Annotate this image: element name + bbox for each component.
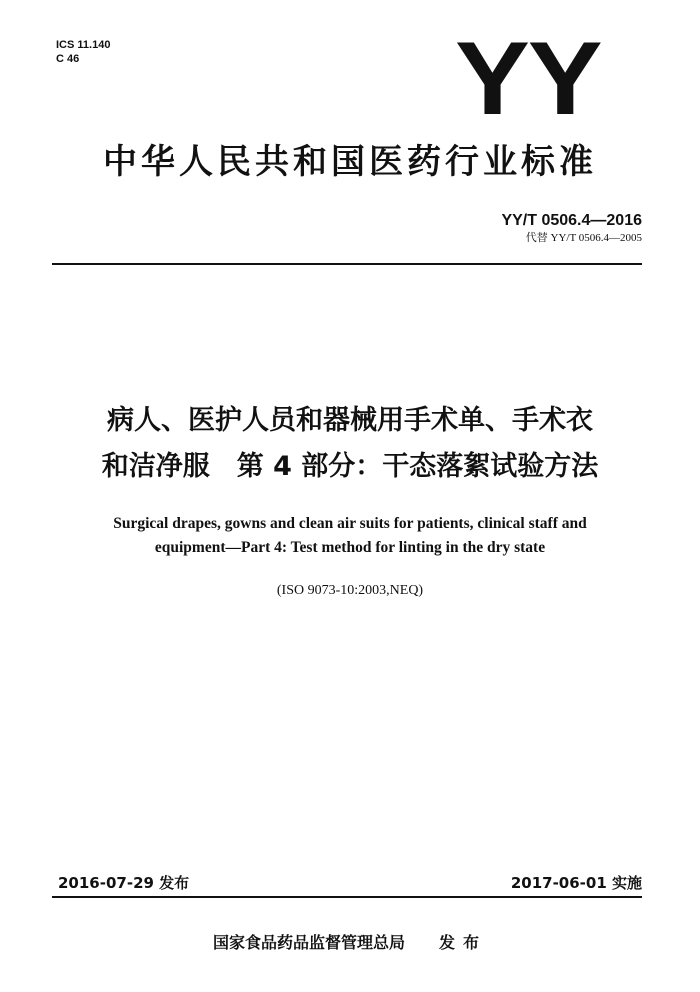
ics-code: ICS 11.140: [56, 39, 111, 51]
issuing-authority: [0, 932, 700, 954]
classification-codes: [56, 38, 110, 66]
issue-date: 2016-07-29 发布: [58, 874, 190, 892]
english-title-line-1: Surgical drapes, gowns and clean air suits for patients, clinical staff and: [113, 515, 587, 532]
chinese-title-line-1: 病人、医护人员和器械用手术单、手术衣: [107, 405, 593, 436]
issuer-name: 国家食品药品监督管理总局: [212, 933, 405, 952]
standard-number: YY/T 0506.4—2016: [501, 212, 642, 229]
footer-divider: [52, 896, 642, 898]
standard-organization: 中华人民共和国医药行业标准: [103, 142, 597, 182]
chinese-title-line-2: 和洁净服 第 4 部分：干态落絮试验方法: [101, 451, 599, 482]
header-divider: [52, 263, 642, 265]
ccs-code: C 46: [56, 53, 80, 65]
iso-reference: (ISO 9073-10:2003,NEQ): [276, 583, 424, 598]
issuer-action: 发布: [439, 933, 488, 952]
chinese-title: [0, 398, 700, 490]
replaces-standard: 代替 YY/T 0506.4—2005: [525, 232, 642, 244]
implementation-date: 2017-06-01 实施: [510, 874, 642, 892]
english-title: [0, 512, 700, 560]
english-title-line-2: equipment—Part 4: Test method for linting in the dry state: [154, 539, 546, 556]
yy-logo: YY: [455, 21, 601, 137]
